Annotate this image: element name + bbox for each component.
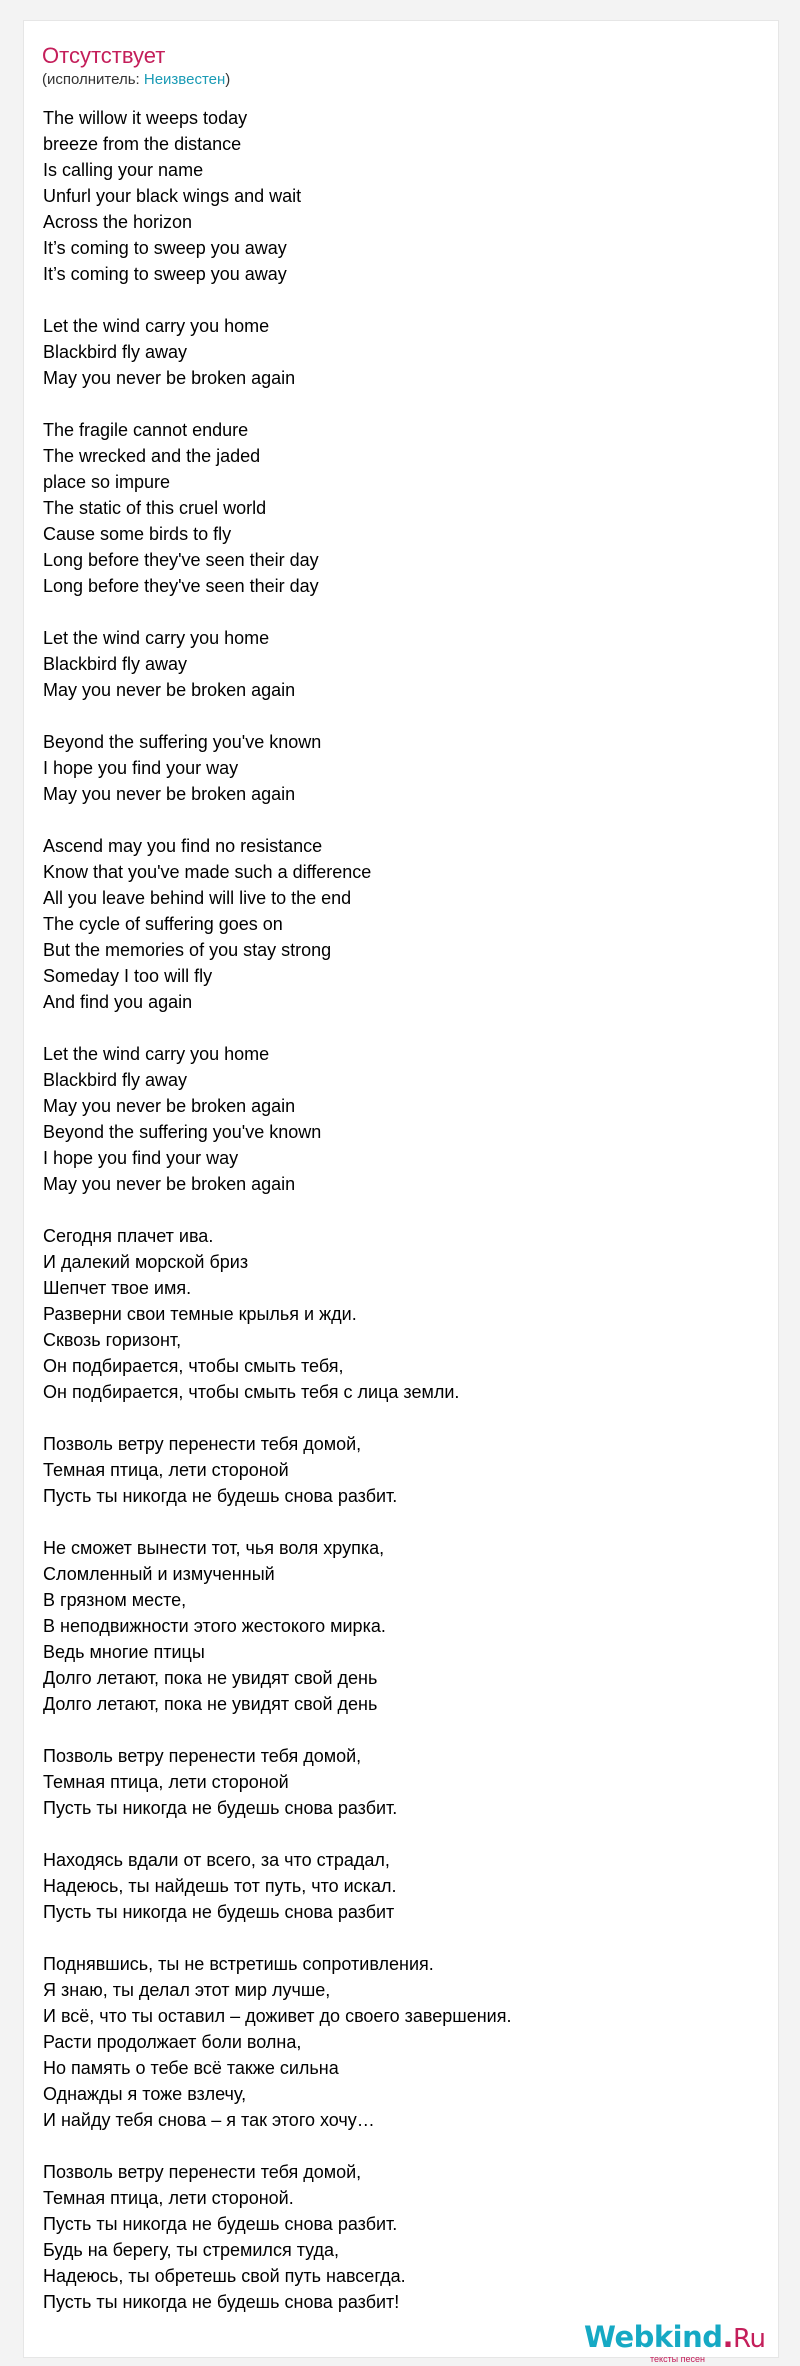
lyric-line: И найду тебя снова – я так этого хочу… [43, 2110, 375, 2130]
artist-prefix: (исполнитель: [42, 71, 144, 88]
lyric-line: Надеюсь, ты найдешь тот путь, что искал. [43, 1876, 397, 1896]
lyric-line: Темная птица, лети стороной [43, 1772, 289, 1792]
lyric-line: Пусть ты никогда не будешь снова разбит. [43, 1486, 398, 1506]
lyric-line: Know that you've made such a difference [43, 862, 372, 882]
lyric-line: Beyond the suffering you've known [43, 1122, 322, 1142]
lyric-line: The cycle of suffering goes on [43, 914, 283, 934]
lyric-line: Он подбирается, чтобы смыть тебя, [43, 1356, 344, 1376]
lyric-line: May you never be broken again [43, 1174, 296, 1194]
lyric-line: Сегодня плачет ива. [43, 1226, 214, 1246]
lyric-line: Пусть ты никогда не будешь снова разбит. [43, 2214, 398, 2234]
lyric-line: Is calling your name [43, 160, 204, 180]
lyric-line: Unfurl your black wings and wait [43, 186, 302, 206]
stanza-break [43, 1197, 743, 1223]
stanza-break [43, 1925, 743, 1951]
lyric-line: Ascend may you find no resistance [43, 836, 323, 856]
lyric-line: Долго летают, пока не увидят свой день [43, 1694, 378, 1714]
stanza-break [43, 287, 743, 313]
lyric-line: Let the wind carry you home [43, 316, 270, 336]
lyric-line: Across the horizon [43, 212, 193, 232]
lyric-line: Позволь ветру перенести тебя домой, [43, 2162, 362, 2182]
lyric-line: Beyond the suffering you've known [43, 732, 322, 752]
lyric-line: Let the wind carry you home [43, 628, 270, 648]
lyric-line: The fragile cannot endure [43, 420, 249, 440]
lyric-line: May you never be broken again [43, 680, 296, 700]
lyrics-card [23, 20, 779, 2358]
lyric-line: И всё, что ты оставил – доживет до своего завершения. [43, 2006, 512, 2026]
lyric-line: Однажды я тоже взлечу, [43, 2084, 247, 2104]
lyric-line: Не сможет вынести тот, чья воля хрупка, [43, 1538, 385, 1558]
stanza-break [43, 703, 743, 729]
lyric-line: The willow it weeps today [43, 108, 248, 128]
lyric-line: Сломленный и измученный [43, 1564, 275, 1584]
lyric-line: The static of this cruel world [43, 498, 267, 518]
logo-tld: Ru [733, 2324, 766, 2354]
lyric-line: И далекий морской бриз [43, 1252, 249, 1272]
lyric-line: May you never be broken again [43, 1096, 296, 1116]
lyric-line: Someday I too will fly [43, 966, 213, 986]
lyric-line: breeze from the distance [43, 134, 242, 154]
lyric-line: May you never be broken again [43, 368, 296, 388]
lyric-line: Я знаю, ты делал этот мир лучше, [43, 1980, 331, 2000]
stanza-break [43, 2133, 743, 2159]
lyric-line: And find you again [43, 992, 193, 1012]
stanza-break [43, 1717, 743, 1743]
lyric-line: Blackbird fly away [43, 1070, 188, 1090]
lyric-line: Расти продолжает боли волна, [43, 2032, 302, 2052]
lyric-line: Long before they've seen their day [43, 576, 319, 596]
song-title: Отсутствует [42, 43, 166, 68]
artist-line [42, 71, 230, 89]
lyric-line: All you leave behind will live to the end [43, 888, 352, 908]
lyric-line: Долго летают, пока не увидят свой день [43, 1668, 378, 1688]
stanza-break [43, 391, 743, 417]
lyric-line: But the memories of you stay strong [43, 940, 332, 960]
logo-name: Webkind [584, 2320, 723, 2354]
lyric-line: Long before they've seen their day [43, 550, 319, 570]
logo-wordmark [584, 2321, 765, 2355]
lyric-line: Темная птица, лети стороной. [43, 2188, 294, 2208]
lyric-line: Пусть ты никогда не будешь снова разбит [43, 1902, 395, 1922]
lyric-line: Позволь ветру перенести тебя домой, [43, 1434, 362, 1454]
lyric-line: Let the wind carry you home [43, 1044, 270, 1064]
lyric-line: В грязном месте, [43, 1590, 187, 1610]
lyric-line: Blackbird fly away [43, 342, 188, 362]
lyric-line: Поднявшись, ты не встретишь сопротивления. [43, 1954, 434, 1974]
lyric-line: Blackbird fly away [43, 654, 188, 674]
lyric-line: Позволь ветру перенести тебя домой, [43, 1746, 362, 1766]
lyric-line: Но память о тебе всё также сильна [43, 2058, 339, 2078]
lyric-line: May you never be broken again [43, 784, 296, 804]
lyric-line: The wrecked and the jaded [43, 446, 261, 466]
lyric-line: It’s coming to sweep you away [43, 264, 287, 284]
lyric-line: Cause some birds to fly [43, 524, 232, 544]
stanza-break [43, 1821, 743, 1847]
lyric-line: Надеюсь, ты обретешь свой путь навсегда. [43, 2266, 406, 2286]
lyric-line: I hope you find your way [43, 758, 239, 778]
artist-link[interactable]: Неизвестен [143, 71, 226, 88]
lyric-line: I hope you find your way [43, 1148, 239, 1168]
stanza-break [43, 1509, 743, 1535]
lyric-line: It’s coming to sweep you away [43, 238, 287, 258]
stanza-break [43, 1015, 743, 1041]
stanza-break [43, 1405, 743, 1431]
lyric-line: Он подбирается, чтобы смыть тебя с лица земли. [43, 1382, 460, 1402]
stanza-break [43, 807, 743, 833]
lyrics-text [43, 105, 743, 2315]
lyric-line: Находясь вдали от всего, за что страдал, [43, 1850, 390, 1870]
logo-dot: . [722, 2320, 734, 2354]
stanza-break [43, 599, 743, 625]
logo-tagline: тексты песен [650, 2354, 706, 2364]
lyric-line: В неподвижности этого жестокого мирка. [43, 1616, 386, 1636]
lyric-line: Шепчет твое имя. [43, 1278, 192, 1298]
lyric-line: Будь на берегу, ты стремился туда, [43, 2240, 340, 2260]
site-logo[interactable] [584, 2320, 774, 2364]
lyric-line: Сквозь горизонт, [43, 1330, 182, 1350]
lyric-line: Пусть ты никогда не будешь снова разбит. [43, 1798, 398, 1818]
lyric-line: Темная птица, лети стороной [43, 1460, 289, 1480]
lyric-line: place so impure [43, 472, 171, 492]
artist-suffix: ) [225, 71, 231, 88]
lyric-line: Разверни свои темные крылья и жди. [43, 1304, 357, 1324]
lyric-line: Ведь многие птицы [43, 1642, 205, 1662]
lyric-line: Пусть ты никогда не будешь снова разбит! [43, 2292, 400, 2312]
